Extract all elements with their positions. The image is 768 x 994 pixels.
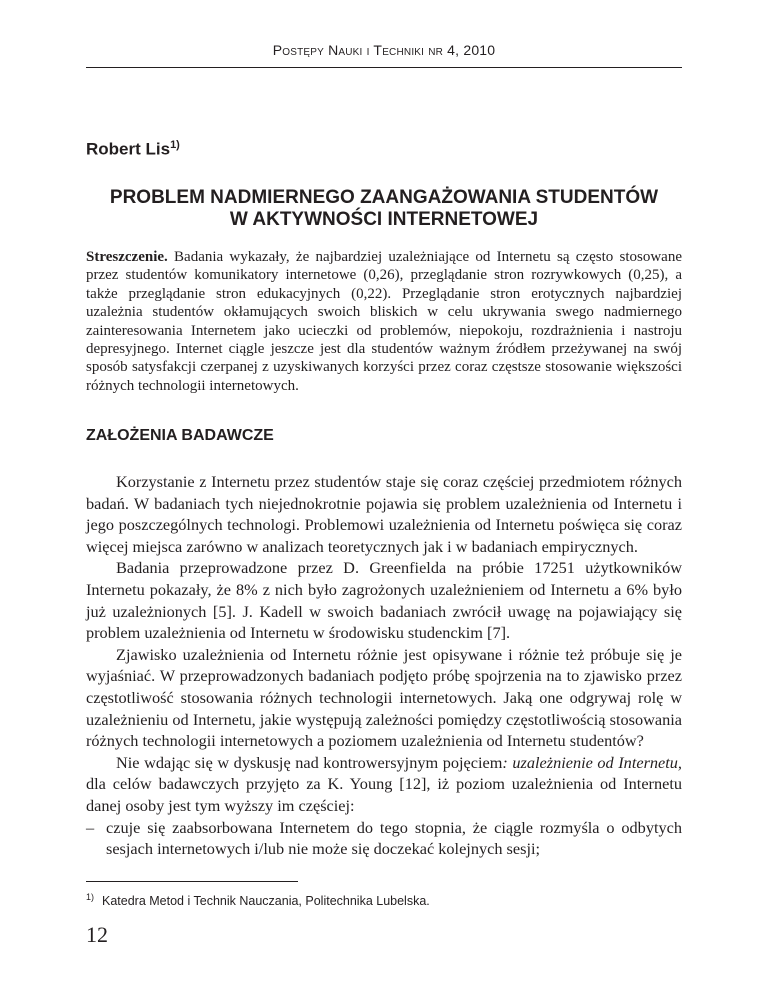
header-rule: [86, 67, 682, 68]
paragraph-4-term: : uzależnienie od Internetu,: [502, 752, 683, 772]
running-head: Postępy Nauki i Techniki nr 4, 2010: [272, 42, 496, 58]
title-line-1: PROBLEM NADMIERNEGO ZAANGAŻOWANIA STUDENTÓW: [109, 187, 659, 208]
author-footnote-marker: 1): [170, 139, 180, 151]
author-name-text: Robert Lis: [86, 139, 171, 159]
list-item: [86, 817, 682, 860]
list-item-text: czuje się zaabsorbowana Internetem do tego stopnia, że ciągle rozmyśla o odbytych sesjach internetowych i/lub nie może się doczekać kolejnych sesji;: [106, 817, 682, 859]
author-name: [86, 139, 180, 160]
footnote-rule: [86, 881, 298, 882]
list-dash: –: [86, 817, 95, 837]
page-number: 12: [86, 922, 108, 947]
footnote: [86, 892, 430, 908]
paragraph-4-start: Nie wdając się w dyskusję nad kontrowersyjnym pojęciem: [116, 752, 503, 772]
body-text: [86, 471, 682, 860]
paragraph-3: Zjawisko uzależnienia od Internetu różnie jest opisywane i różnie też próbuje się je wyjaśniać. W przeprowadzonych badaniach podjęto próbę spojrzenia na to zjawisko przez częstotliwość stosowania różnych technologii internetowych. Jaką one odgrywaj rolę w uzależnieniu od Internetu, jakie występują zależności pomiędzy częstotliwością stosowania różnych technologii internetowych a poziomem uzależnienia od Internetu studentów?: [86, 644, 682, 751]
section-heading: ZAŁOŻENIA BADAWCZE: [86, 427, 274, 444]
abstract-label: Streszczenie.: [86, 249, 168, 265]
paper-title: [86, 187, 682, 231]
title-line-2: W AKTYWNOŚCI INTERNETOWEJ: [229, 209, 539, 230]
footnote-text: Katedra Metod i Technik Nauczania, Politechnika Lubelska.: [102, 894, 430, 909]
paragraph-2: Badania przeprowadzone przez D. Greenfielda na próbie 17251 użytkowników Internetu pokazały, że 8% z nich było zagrożonych uzależnieniem od Internetu a 6% było już uzależnionych [5]. J. Kadell w swoich badaniach zwrócił uwagę na pojawiający się problem uzależnienia od Internetu w środowisku studenckim [7].: [86, 558, 682, 643]
footnote-marker: 1): [86, 892, 95, 902]
paragraph-1: Korzystanie z Internetu przez studentów staje się coraz częściej przedmiotem różnych badań. W badaniach tych niejednokrotnie pojawia się problem uzależnienia od Internetu i jego poszczególnych technologi. Problemowi uzależnienia od Internetu poświęca się coraz więcej miejsca zarówno w analizach teoretycznych jak i w badaniach empirycznych.: [86, 472, 682, 556]
paragraph-4-end: dla celów badawczych przyjęto za K. Young [12], iż poziom uzależnienia od Internetu danej osoby jest tym wyższy im częściej:: [86, 774, 682, 815]
paragraph-4: [86, 752, 682, 817]
abstract-text: Badania wykazały, że najbardziej uzależniające od Internetu są często stosowane przez studentów komunikatory internetowe (0,26), przeglądanie stron rozrywkowych (0,25), a także przeglądanie stron edukacyjnych (0,22). Przeglądanie stron erotycznych najbardziej uzależnia studentów okłamujących swoich bliskich w celu ukrywania swego nadmiernego zainteresowania Internetem jako ucieczki od problemów, niepokoju, rozdrażnienia i nastroju depresyjnego. Internet ciągle jeszcze jest dla studentów ważnym źródłem przeżywanej na swój sposób satysfakcji czerpanej z uzyskiwanych korzyści przez coraz częstsze stosowanie większości różnych technologii internetowych.: [86, 249, 682, 394]
abstract: [86, 248, 682, 395]
